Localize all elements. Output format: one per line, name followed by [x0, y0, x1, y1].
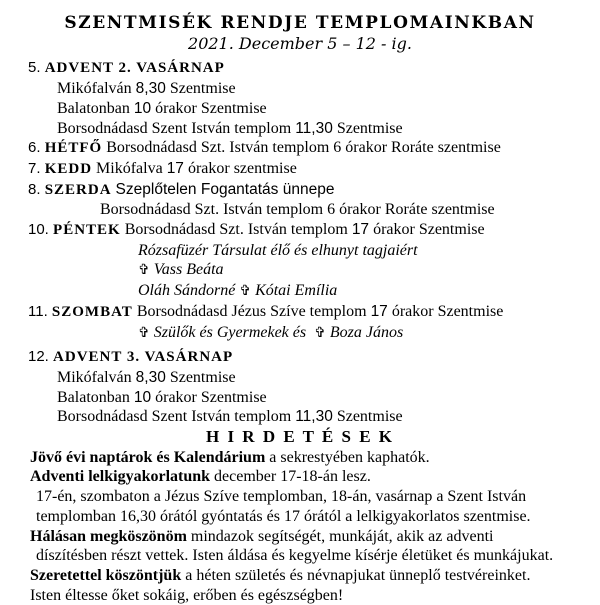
schedule-entry: [0, 79, 600, 99]
schedule-day: [0, 180, 600, 201]
text-segment: Borsodnádasd Szt. István templom: [120, 221, 352, 239]
text-segment: órakor szentmise: [183, 159, 297, 177]
text-segment: Mikófalva: [92, 159, 167, 177]
text-segment: Borsodnádasd Jézus Szíve templom: [132, 302, 371, 320]
text-segment: 11.: [28, 302, 52, 320]
text-segment: órakor Szentmise: [151, 388, 267, 406]
schedule-day: [0, 220, 600, 241]
text-segment: 17: [370, 302, 388, 320]
text-segment: ADVENT 2. VASÁRNAP: [44, 60, 225, 77]
text-segment: 11,30: [295, 408, 333, 426]
text-segment: Szentmise: [165, 80, 236, 98]
text-segment: 12.: [28, 348, 54, 366]
announcement: [0, 487, 600, 507]
text-segment: Szentmise: [165, 368, 236, 386]
text-segment: 10: [133, 388, 152, 406]
text-segment: Rózsafüzér Társulat élő és elhunyt tagjaiért: [138, 241, 418, 259]
text-segment: 17: [166, 159, 184, 177]
date-range: [0, 34, 600, 55]
text-segment: SZERDA: [44, 181, 112, 198]
text-segment: 17-én, szombaton a Jézus Szíve templomban, 18-án, vasárnap a Szent István: [36, 488, 527, 506]
schedule-entry: [0, 368, 600, 388]
text-segment: Borsodnádasd Szt. István templom 6 órakor Roráte szentmise: [102, 139, 501, 157]
text-segment: Szentmise: [332, 408, 403, 426]
text-segment: Borsodnádasd Szent István templom: [57, 119, 296, 137]
schedule-entry: [0, 119, 600, 139]
text-segment: 2021. December 5 – 12 - ig.: [188, 33, 412, 53]
memorial-cross-icon: ✞: [239, 283, 252, 300]
text-segment: órakor Szentmise: [151, 99, 267, 117]
text-segment: Borsodnádasd Szent István templom: [57, 408, 296, 426]
announcement: [0, 527, 600, 547]
schedule-day: [0, 347, 600, 368]
schedule-entry: [0, 200, 600, 220]
text-segment: Szeretettel köszöntjük: [30, 566, 182, 584]
text-segment: órakor Szentmise: [387, 302, 504, 320]
page-title: [0, 14, 600, 34]
text-segment: SZOMBAT: [51, 303, 133, 320]
text-segment: 8,30: [135, 80, 166, 98]
text-segment: 8,30: [135, 368, 166, 386]
text-segment: PÉNTEK: [53, 222, 121, 239]
text-segment: 10: [133, 99, 152, 117]
schedule-day: [0, 302, 600, 323]
text-segment: SZENTMISÉK RENDJE TEMPLOMAINKBAN: [64, 13, 536, 33]
text-segment: Balatonban: [57, 99, 134, 117]
memorial: [0, 260, 600, 281]
text-segment: órakor Szentmise: [369, 221, 485, 239]
text-segment: Mikófalván: [57, 368, 136, 386]
schedule-day: [0, 159, 600, 180]
text-segment: 7.: [28, 159, 45, 177]
text-segment: 8.: [28, 180, 45, 198]
text-segment: Jövő évi naptárok és Kalendárium: [30, 448, 266, 466]
announcement: [0, 467, 600, 487]
text-segment: 5.: [28, 59, 45, 77]
text-segment: Hálásan megköszönöm: [30, 527, 187, 545]
announcement: [0, 566, 600, 586]
memorial-cross-icon: ✞: [314, 324, 326, 341]
text-segment: Oláh Sándorné: [138, 282, 240, 300]
text-segment: HÉTFŐ: [44, 140, 103, 157]
text-segment: Szentmise: [332, 119, 403, 137]
text-segment: mindazok segítségét, munkáját, akik az adventi: [186, 527, 494, 545]
text-segment: H I R D E T É S E K: [205, 427, 395, 447]
memorial-cross-icon: ✞: [138, 262, 150, 279]
text-segment: Kótai Emília: [251, 282, 338, 300]
announcement: [0, 448, 600, 468]
text-segment: díszítésben részt vettek. Isten áldása és kegyelme kísérje életüket és munkájukat.: [36, 547, 554, 565]
text-segment: Vass Beáta: [149, 261, 224, 279]
schedule-entry: [0, 99, 600, 119]
text-segment: 10.: [28, 221, 54, 239]
text-segment: a sekrestyében kaphatók.: [265, 448, 430, 466]
text-segment: Szeplőtelen Fogantatás ünnepe: [115, 180, 335, 198]
announcement: [0, 507, 600, 527]
text-segment: Boza János: [325, 323, 404, 341]
text-segment: 6.: [28, 139, 45, 157]
text-segment: Adventi lelkigyakorlatunk: [30, 468, 211, 486]
announcements-heading: [0, 427, 600, 448]
text-segment: KEDD: [44, 160, 93, 177]
text-segment: Balatonban: [57, 388, 134, 406]
text-segment: 11,30: [295, 119, 333, 137]
text-segment: Szülők és Gyermekek és: [149, 323, 315, 341]
text-segment: a héten születés és névnapjukat ünneplő testvéreinket.: [181, 566, 531, 584]
text-segment: 17: [351, 221, 370, 239]
memorial: [0, 281, 600, 302]
text-segment: templomban 16,30 órától gyóntatás és 17 órától a lelkigyakorlatos szentmise.: [36, 507, 531, 525]
text-segment: ADVENT 3. VASÁRNAP: [53, 349, 234, 366]
schedule-day: [0, 138, 600, 159]
memorial-cross-icon: ✞: [138, 324, 150, 341]
text-segment: Isten éltesse őket sokáig, erőben és egészségben!: [30, 586, 344, 604]
memorial: [0, 241, 600, 261]
schedule-entry: [0, 388, 600, 408]
text-segment: Mikófalván: [57, 80, 136, 98]
schedule-entry: [0, 407, 600, 427]
memorial: [0, 323, 600, 344]
text-segment: december 17-18-án lesz.: [210, 468, 371, 486]
announcement: [0, 586, 600, 605]
text-segment: Borsodnádasd Szt. István templom 6 órakor Roráte szentmise: [100, 201, 495, 219]
announcement: [0, 546, 600, 566]
schedule-day: [0, 58, 600, 79]
